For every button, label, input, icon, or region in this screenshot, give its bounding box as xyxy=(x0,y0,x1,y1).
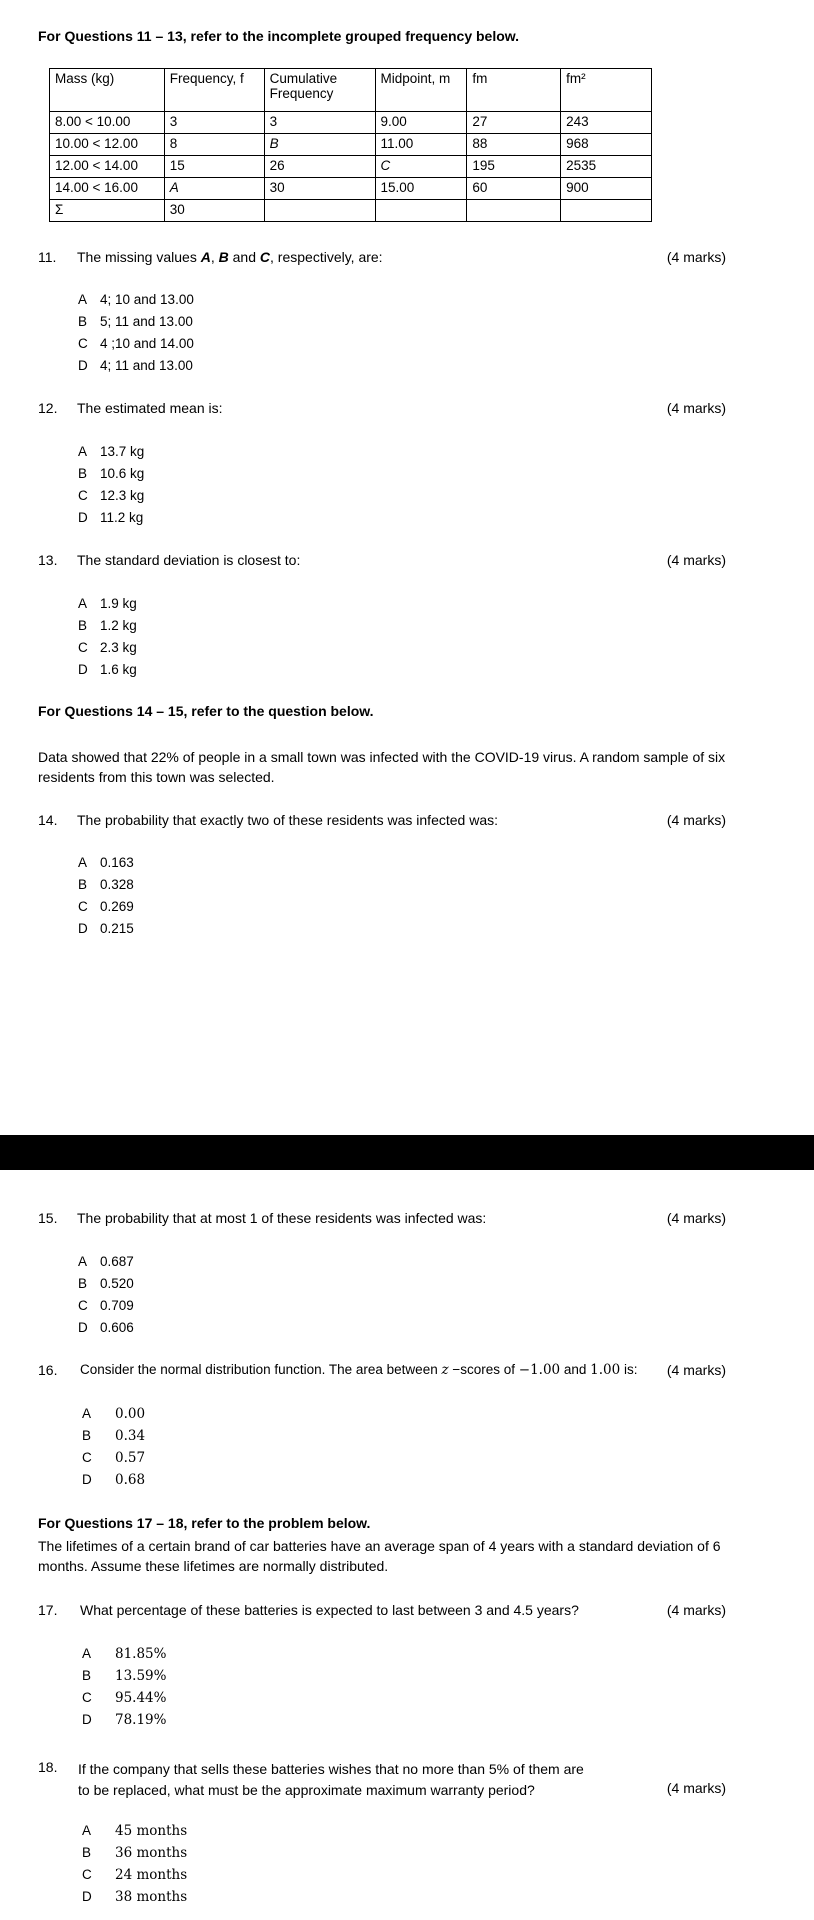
option-text: 10.6 kg xyxy=(100,466,145,481)
option-letter: B xyxy=(78,466,88,481)
table-cell: 88 xyxy=(467,134,561,156)
option-a xyxy=(78,441,144,463)
option-letter: A xyxy=(82,1406,92,1421)
option-letter: D xyxy=(78,510,88,525)
table-cell: 2535 xyxy=(561,156,652,178)
grouped-frequency-table xyxy=(49,68,652,222)
q16-text-part: is: xyxy=(620,1362,638,1377)
option-text: 0.34 xyxy=(115,1428,146,1444)
q18-text-line: If the company that sells these batteries wishes that no more than 5% of them are xyxy=(78,1761,584,1777)
option-b xyxy=(82,1425,145,1447)
marks-16: (4 marks) xyxy=(666,1362,726,1378)
table-row xyxy=(50,134,652,156)
option-letter: A xyxy=(82,1646,92,1661)
option-text: 0.606 xyxy=(100,1320,134,1335)
q16-upper-bound: 1.00 xyxy=(590,1362,621,1378)
q11-text-part: and xyxy=(228,249,260,265)
page-break-band xyxy=(0,1135,814,1170)
option-text: 0.687 xyxy=(100,1254,134,1269)
unknown-a-cell: A xyxy=(164,178,264,200)
option-d xyxy=(78,659,137,681)
option-letter: B xyxy=(78,877,88,892)
option-a xyxy=(78,852,134,874)
sigma-cell: Σ xyxy=(50,200,165,222)
header-mass: Mass (kg) xyxy=(50,69,165,112)
option-b xyxy=(82,1842,187,1864)
table-cell: 14.00 < 16.00 xyxy=(50,178,165,200)
q11-text-part: , respectively, are: xyxy=(270,249,383,265)
option-letter: A xyxy=(78,292,88,307)
table-row xyxy=(50,156,652,178)
q11-var-b: B xyxy=(218,249,229,265)
option-a xyxy=(78,289,194,311)
option-b xyxy=(78,311,194,333)
table-cell: 900 xyxy=(561,178,652,200)
option-d xyxy=(78,507,144,529)
option-text: 0.269 xyxy=(100,899,134,914)
option-text: 1.2 kg xyxy=(100,618,137,633)
question-text-14: The probability that exactly two of these residents was infected was: xyxy=(77,812,498,828)
question-text-18 xyxy=(78,1759,584,1801)
table-cell: 30 xyxy=(164,200,264,222)
unknown-b-cell: B xyxy=(264,134,375,156)
table-cell xyxy=(375,200,467,222)
option-text: 0.709 xyxy=(100,1298,134,1313)
question-number-15: 15. xyxy=(38,1210,58,1226)
option-letter: B xyxy=(78,1276,88,1291)
options-17 xyxy=(82,1643,166,1731)
option-letter: C xyxy=(78,336,88,351)
table-header-row xyxy=(50,69,652,112)
option-c xyxy=(78,896,134,918)
table-cell xyxy=(467,200,561,222)
option-letter: D xyxy=(78,1320,88,1335)
section-header-14-15: For Questions 14 – 15, refer to the question below. xyxy=(38,703,374,719)
option-text: 45 months xyxy=(115,1823,188,1839)
option-text: 0.215 xyxy=(100,921,134,936)
question-number-14: 14. xyxy=(38,812,58,828)
option-text: 5; 11 and 13.00 xyxy=(100,314,193,329)
marks-15: (4 marks) xyxy=(666,1210,726,1226)
question-text-15: The probability that at most 1 of these residents was infected was: xyxy=(77,1210,487,1226)
option-c xyxy=(78,333,194,355)
section-paragraph-14-15: Data showed that 22% of people in a small town was infected with the COVID-19 virus. A random sample of six residents from this town was selected. xyxy=(38,749,726,785)
option-c xyxy=(82,1687,166,1709)
option-text: 1.6 kg xyxy=(100,662,137,677)
q11-text-part: The missing values xyxy=(77,249,201,265)
option-text: 13.59% xyxy=(115,1668,167,1684)
table-cell: 27 xyxy=(467,112,561,134)
option-text: 0.520 xyxy=(100,1276,134,1291)
option-letter: A xyxy=(78,855,88,870)
option-d xyxy=(78,918,134,940)
marks-11: (4 marks) xyxy=(666,249,726,265)
q16-z-symbol: z xyxy=(441,1362,449,1378)
options-14 xyxy=(78,852,134,940)
option-a xyxy=(82,1643,166,1665)
table-cell xyxy=(264,200,375,222)
header-fm2: fm² xyxy=(561,69,652,112)
option-text: 4 ;10 and 14.00 xyxy=(100,336,194,351)
options-18 xyxy=(82,1820,187,1908)
option-a xyxy=(78,1251,134,1273)
option-letter: D xyxy=(82,1889,92,1904)
options-13 xyxy=(78,593,137,681)
option-b xyxy=(78,615,137,637)
option-d xyxy=(78,355,194,377)
option-c xyxy=(78,637,137,659)
table-row xyxy=(50,178,652,200)
table-cell: 195 xyxy=(467,156,561,178)
option-text: 1.9 kg xyxy=(100,596,137,611)
q11-var-c: C xyxy=(259,249,271,265)
question-number-12: 12. xyxy=(38,400,58,416)
section-header-11-13: For Questions 11 – 13, refer to the incomplete grouped frequency below. xyxy=(38,28,520,44)
option-c xyxy=(78,1295,134,1317)
table-cell: 60 xyxy=(467,178,561,200)
q18-text-line: to be replaced, what must be the approximate maximum warranty period? xyxy=(78,1782,535,1798)
section-paragraph-17-18: The lifetimes of a certain brand of car batteries have an average span of 4 years with a standard deviation of 6 months. Assume these lifetimes are normally distributed. xyxy=(38,1538,721,1574)
question-number-13: 13. xyxy=(38,552,58,568)
q11-var-a: A xyxy=(200,249,211,265)
options-11 xyxy=(78,289,194,377)
question-number-11: 11. xyxy=(38,249,57,265)
option-d xyxy=(78,1317,134,1339)
table-cell: 8 xyxy=(164,134,264,156)
question-text-11 xyxy=(77,249,383,265)
q16-text-part: and xyxy=(560,1362,591,1377)
q11-text-part: , xyxy=(210,249,219,265)
option-text: 4; 11 and 13.00 xyxy=(100,358,193,373)
table-cell: 30 xyxy=(264,178,375,200)
option-text: 0.328 xyxy=(100,877,134,892)
table-cell: 9.00 xyxy=(375,112,467,134)
option-text: 13.7 kg xyxy=(100,444,145,459)
header-midpoint: Midpoint, m xyxy=(375,69,467,112)
header-frequency: Frequency, f xyxy=(164,69,264,112)
option-letter: C xyxy=(82,1450,92,1465)
option-letter: A xyxy=(78,444,88,459)
option-text: 11.2 kg xyxy=(100,510,144,525)
question-text-16 xyxy=(80,1362,638,1378)
table-cell: 3 xyxy=(164,112,264,134)
table-cell: 243 xyxy=(561,112,652,134)
options-16 xyxy=(82,1403,145,1491)
table-cell: 11.00 xyxy=(375,134,467,156)
option-letter: A xyxy=(82,1823,92,1838)
question-text-17: What percentage of these batteries is expected to last between 3 and 4.5 years? xyxy=(80,1602,579,1618)
option-b xyxy=(78,1273,134,1295)
marks-14: (4 marks) xyxy=(666,812,726,828)
option-c xyxy=(78,485,144,507)
option-letter: B xyxy=(82,1428,92,1443)
question-text-13: The standard deviation is closest to: xyxy=(77,552,301,568)
q16-text-part: −scores of xyxy=(448,1362,519,1377)
option-b xyxy=(78,463,144,485)
options-12 xyxy=(78,441,144,529)
option-text: 0.163 xyxy=(100,855,134,870)
unknown-c-cell: C xyxy=(375,156,467,178)
option-d xyxy=(82,1469,145,1491)
option-text: 4; 10 and 13.00 xyxy=(100,292,194,307)
options-15 xyxy=(78,1251,134,1339)
option-letter: D xyxy=(82,1712,92,1727)
option-letter: B xyxy=(78,618,88,633)
option-text: 0.57 xyxy=(115,1450,146,1466)
table-cell: 8.00 < 10.00 xyxy=(50,112,165,134)
option-d xyxy=(82,1886,187,1908)
option-letter: B xyxy=(82,1845,92,1860)
option-letter: C xyxy=(78,488,88,503)
marks-13: (4 marks) xyxy=(666,552,726,568)
option-letter: C xyxy=(82,1867,92,1882)
table-row xyxy=(50,112,652,134)
header-fm: fm xyxy=(467,69,561,112)
table-cell: 26 xyxy=(264,156,375,178)
question-text-12: The estimated mean is: xyxy=(77,400,223,416)
option-a xyxy=(78,593,137,615)
table-cell: 15.00 xyxy=(375,178,467,200)
option-text: 38 months xyxy=(115,1889,188,1905)
option-letter: D xyxy=(82,1472,92,1487)
section-header-17-18: For Questions 17 – 18, refer to the problem below. xyxy=(38,1515,371,1531)
table-cell: 10.00 < 12.00 xyxy=(50,134,165,156)
option-letter: D xyxy=(78,921,88,936)
question-number-17: 17. xyxy=(38,1602,58,1618)
option-b xyxy=(82,1665,166,1687)
question-number-18: 18. xyxy=(38,1759,58,1775)
option-letter: D xyxy=(78,358,88,373)
table-total-row xyxy=(50,200,652,222)
table-cell: 968 xyxy=(561,134,652,156)
option-a xyxy=(82,1820,187,1842)
table-cell: 12.00 < 14.00 xyxy=(50,156,165,178)
option-d xyxy=(82,1709,166,1731)
option-text: 78.19% xyxy=(115,1712,167,1728)
option-c xyxy=(82,1864,187,1886)
option-text: 81.85% xyxy=(115,1646,167,1662)
option-letter: D xyxy=(78,662,88,677)
table-cell: 15 xyxy=(164,156,264,178)
option-text: 95.44% xyxy=(115,1690,167,1706)
option-text: 36 months xyxy=(115,1845,188,1861)
option-c xyxy=(82,1447,145,1469)
option-text: 12.3 kg xyxy=(100,488,145,503)
option-text: 0.68 xyxy=(115,1472,146,1488)
option-letter: B xyxy=(78,314,88,329)
option-text: 0.00 xyxy=(115,1406,146,1422)
header-cumulative-frequency: Cumulative Frequency xyxy=(264,69,375,112)
table-cell: 3 xyxy=(264,112,375,134)
option-letter: C xyxy=(82,1690,92,1705)
option-letter: B xyxy=(82,1668,92,1683)
option-b xyxy=(78,874,134,896)
marks-12: (4 marks) xyxy=(666,400,726,416)
question-number-16: 16. xyxy=(38,1362,58,1378)
marks-18: (4 marks) xyxy=(666,1780,726,1796)
option-letter: A xyxy=(78,1254,88,1269)
option-text: 24 months xyxy=(115,1867,188,1883)
marks-17: (4 marks) xyxy=(666,1602,726,1618)
option-a xyxy=(82,1403,145,1425)
option-letter: C xyxy=(78,640,88,655)
q16-text-part: Consider the normal distribution function. The area between xyxy=(80,1362,442,1377)
option-text: 2.3 kg xyxy=(100,640,137,655)
option-letter: A xyxy=(78,596,88,611)
q16-lower-bound: −1.00 xyxy=(518,1362,561,1378)
option-letter: C xyxy=(78,899,88,914)
option-letter: C xyxy=(78,1298,88,1313)
table-cell xyxy=(561,200,652,222)
